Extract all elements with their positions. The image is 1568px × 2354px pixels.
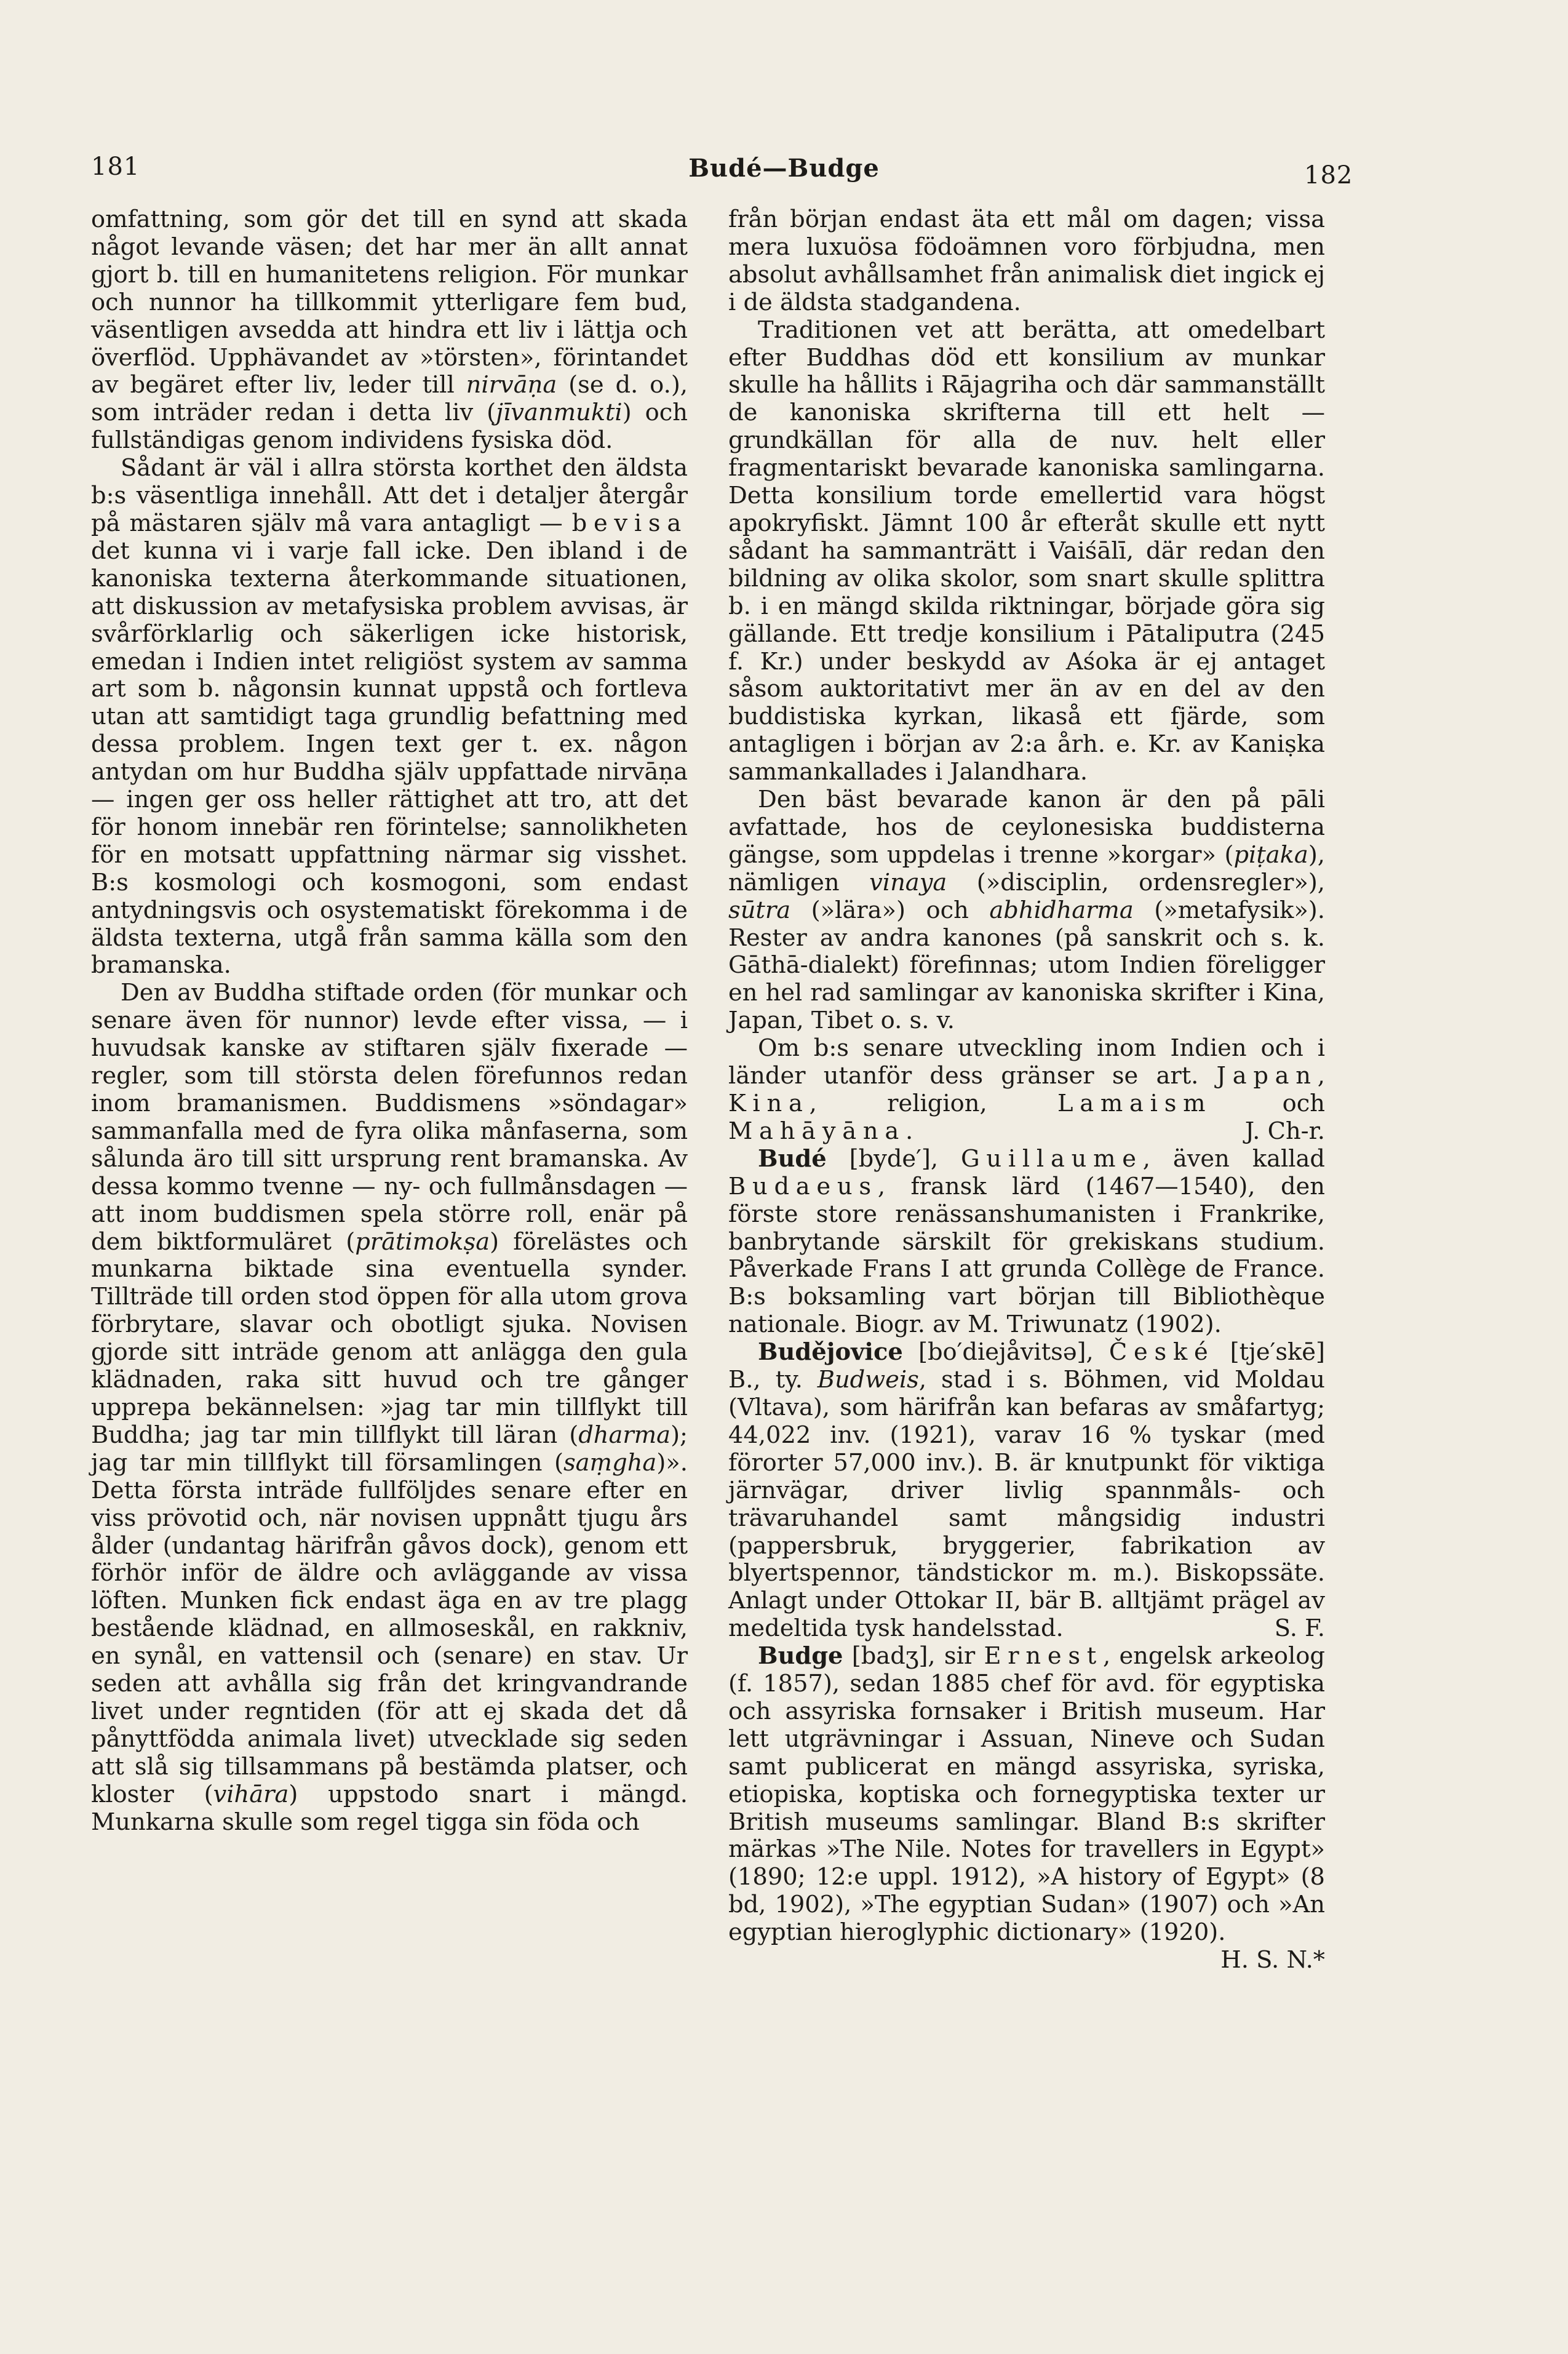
author-signature: J. Ch-r. bbox=[1244, 1117, 1325, 1145]
text-run: Den av Buddha stiftade orden (för munkar och senare även för nunnor) levde efter vissa, — i huvudsak kanske av stiftaren själv fixerade — regler, som till största delen förefunnos redan inom bramanismen. Buddismens »söndagar» sammanfalla med de fyra olika månfaserna, som sålunda äro till sitt ursprung rent bramanska. Av dessa kommo tvenne — ny- och fullmånsdagen — att inom buddismen spela större roll, enär på dem biktformuläret ( bbox=[91, 979, 688, 1256]
left-column bbox=[91, 206, 688, 1836]
headword: Budé bbox=[758, 1144, 827, 1173]
text-run: Om b:s senare utveckling inom Indien och i länder utanför dess gränser se art. bbox=[728, 1034, 1325, 1090]
paragraph bbox=[91, 455, 688, 980]
spaced-emphasis: Budaeus bbox=[728, 1172, 878, 1200]
italic-term: vihāra bbox=[213, 1780, 289, 1808]
text-run: och bbox=[1212, 1090, 1326, 1117]
italic-term: vinaya bbox=[869, 868, 947, 896]
headword: Budějovice bbox=[758, 1338, 903, 1367]
spaced-emphasis: bevisa bbox=[571, 509, 688, 537]
text-run: Sådant är väl i allra största korthet den äldsta b:s väsentliga innehåll. Att det i detaljer återgår på mästaren själv må vara antagligt — bbox=[91, 454, 688, 537]
text-run: ) uppstodo snart i mängd. Munkarna skulle som regel tigga sin föda och bbox=[91, 1780, 688, 1836]
running-head: Budé—Budge bbox=[688, 154, 880, 183]
paragraph bbox=[91, 206, 688, 455]
spaced-emphasis: Kina bbox=[728, 1090, 810, 1117]
paragraph: från början endast äta ett mål om dagen; vissa mera luxuösa födoämnen voro förbjudna, men absolut avhållsamhet från animalisk diet ingick ej i de äldsta stadgandena. bbox=[728, 205, 1325, 316]
text-run: omfattning, som gör det till en synd att skada något levande väsen; det har mer än allt annat gjort b. till en humanitetens religion. För munkar och nunnor ha tillkommit ytterligare fem bud, väsentligen avsedda att hindra ett liv i lättja och överflöd. Upphävandet av »törsten», förintandet av begäret efter liv, leder till bbox=[91, 205, 688, 399]
entry-budge bbox=[728, 1642, 1325, 1974]
text-run: [bo′diejåvitsə], bbox=[902, 1338, 1109, 1367]
right-column bbox=[728, 206, 1325, 1974]
headword: Budge bbox=[758, 1642, 843, 1670]
italic-term: saṃgha bbox=[563, 1448, 657, 1477]
spaced-emphasis: České bbox=[1108, 1338, 1215, 1367]
spaced-emphasis: Mahāyāna bbox=[728, 1117, 906, 1145]
italic-term: prātimokṣa bbox=[355, 1227, 490, 1256]
text-run: (»disciplin, ordensregler»), bbox=[947, 868, 1326, 896]
text-run: (»metafysik»). Rester av andra kanones (på sanskrit och s. k. Gāthā-dialekt) förefinnas; utom Indien föreligger en hel rad samlingar av kanoniska skrifter i Kina, Japan, Tibet o. s. v. bbox=[728, 896, 1325, 1035]
italic-term: abhidharma bbox=[989, 896, 1134, 924]
text-run: , religion, bbox=[809, 1090, 1057, 1117]
text-run: ) förelästes och munkarna biktade sina eventuella synder. Tillträde till orden stod öppen för alla utom grova förbrytare, slavar och obotligt sjuka. Novisen gjorde sitt inträde genom att anlägga den gula klädnaden, raka sitt huvud och tre gånger upprepa bekännelsen: »jag tar min tillflykt till Buddha; jag tar min tillflykt till läran ( bbox=[91, 1227, 688, 1449]
italic-term: dharma bbox=[578, 1421, 671, 1449]
spaced-emphasis: Guillaume bbox=[960, 1144, 1143, 1173]
entry-budejovice bbox=[728, 1339, 1325, 1643]
text-run: , bbox=[1317, 1062, 1325, 1090]
paragraph bbox=[91, 980, 688, 1836]
text-run: , även kallad bbox=[1142, 1144, 1325, 1173]
text-run: (»lära») och bbox=[790, 896, 990, 924]
page-number-left: 181 bbox=[91, 153, 140, 181]
text-run: [byde′], bbox=[826, 1144, 961, 1173]
text-run: [tje′skē] B., ty. bbox=[728, 1338, 1325, 1394]
italic-term: piṭaka bbox=[1233, 840, 1308, 869]
author-signature: H. S. N.* bbox=[1220, 1946, 1325, 1974]
text-run: ), nämligen bbox=[728, 840, 1325, 896]
text-run: det kunna vi i varje fall icke. Den ibland i de kanoniska texterna återkommande situationen, att diskussion av metafysiska problem avvisas, är svårförklarlig och säkerligen icke historisk, emedan i Indien intet religiöst system av samma art som b. någonsin kunnat uppstå och fortleva utan att samtidigt taga grundlig befattning med dessa problem. Ingen text ger t. ex. någon antydan om hur Buddha själv uppfattade nirvāṇa — ingen ger oss heller rättighet att tro, att det för honom innebär ren förintelse; sannolikheten för en motsatt uppfattning närmar sig visshet. B:s kosmologi och kosmogoni, som endast antydningsvis och osystematiskt förekomma i de äldsta texterna, utgå från samma källa som den bramanska. bbox=[91, 537, 688, 980]
text-run: (se d. o.), som inträder redan i detta liv ( bbox=[91, 371, 688, 427]
page-number-right: 182 bbox=[1304, 161, 1353, 190]
text-run: Den bäst bevarade kanon är den på pāli avfattade, hos de ceylonesiska buddisterna gängse, som uppdelas i trenne »korgar» ( bbox=[728, 786, 1325, 869]
text-run: [badʒ], sir bbox=[843, 1642, 984, 1670]
text-run: ) och fullständigas genom individens fysiska död. bbox=[91, 399, 688, 455]
spaced-emphasis: Lamaism bbox=[1057, 1090, 1212, 1117]
entry-bude bbox=[728, 1146, 1325, 1339]
spaced-emphasis: Japan bbox=[1216, 1062, 1318, 1090]
paragraph bbox=[728, 1035, 1325, 1146]
paragraph: Traditionen vet att berätta, att omedelbart efter Buddhas död ett konsilium av munkar skulle ha hållits i Rājagriha och där sammanställt de kanoniska skrifterna till ett helt — grundkällan för alla de nuv. helt eller fragmentariskt bevarade kanoniska samlingarna. Detta konsilium torde emellertid vara högst apokryfiskt. Jämnt 100 år efteråt skulle ett nytt sådant ha sammanträtt i Vaiśālī, där redan den bildning av olika skolor, som snart skulle splittra b. i en mängd skilda riktningar, började göra sig gällande. Ett tredje konsilium i Pātaliputra (245 f. Kr.) under beskydd av Aśoka är ej antaget såsom auktoritativt mer än av en del av den buddistiska kyrkan, likaså ett fjärde, som antagligen i början av 2:a årh. e. Kr. av Kaniṣka sammankallades i Jalandhara. bbox=[728, 316, 1325, 786]
author-signature: S. F. bbox=[1274, 1614, 1325, 1643]
paragraph bbox=[728, 786, 1325, 1035]
text-run: , engelsk arkeolog (f. 1857), sedan 1885 chef för avd. för egyptiska och assyriska fornsaker i British museum. Har lett utgrävningar i Assuan, Nineve och Sudan samt publicerat en mängd assyriska, syriska, etiopiska, koptiska och fornegyptiska texter ur British museums samlingar. Bland B:s skrifter märkas »The Nile. Notes for travellers in Egypt» (1890; 12:e uppl. 1912), »A history of Egypt» (8 bd, 1902), »The egyptian Sudan» (1907) och »An egyptian hieroglyphic dictionary» (1920). bbox=[728, 1642, 1325, 1947]
text-run: ); jag tar min tillflykt till församlingen ( bbox=[91, 1421, 688, 1477]
text-run: , fransk lärd (1467—1540), den förste store renässanshumanisten i Frankrike, banbrytande särskilt för grekiskans studium. Påverkade Frans I att grunda Collège de France. B:s boksamling vart början till Bibliothèque nationale. Biogr. av M. Triwunatz (1902). bbox=[728, 1172, 1325, 1339]
italic-term: sūtra bbox=[728, 896, 791, 924]
italic-term: nirvāṇa bbox=[466, 371, 557, 399]
text-run: , stad i s. Böhmen, vid Moldau (Vltava), som härifrån kan befaras av småfartyg; 44,022 inv. (1921), varav 16 % tyskar (med förorter 57,000 inv.). B. är knutpunkt för viktiga järnvägar, driver livlig spannmåls- och trävaruhandel samt mångsidig industri (pappersbruk, bryggerier, fabrikation av blyertspennor, tändstickor m. m.). Biskopssäte. Anlagt under Ottokar II, bär B. alltjämt prägel av medeltida tysk handelsstad. bbox=[728, 1366, 1325, 1643]
italic-term: jīvanmukti bbox=[496, 399, 623, 427]
text-run: )». Detta första inträde fullföljdes senare efter en viss prövotid och, när novisen uppnått tjugu års ålder (undantag härifrån gåvos dock), genom ett förhör inför de äldre och avläggande av vissa löften. Munken fick endast äga en av tre plagg bestående klädnad, en allmoseskål, en rakkniv, en synål, en vattensil och (senare) en stav. Ur seden att avhålla sig från det kringvandrande livet under regntiden (för att ej skada det då pånyttfödda animala livet) utvecklade sig seden att slå sig tillsammans på bestämda platser, och kloster ( bbox=[91, 1448, 688, 1808]
italic-term: Budweis bbox=[817, 1366, 919, 1394]
text-run: . bbox=[905, 1117, 913, 1145]
spaced-emphasis: Ernest bbox=[984, 1642, 1103, 1670]
